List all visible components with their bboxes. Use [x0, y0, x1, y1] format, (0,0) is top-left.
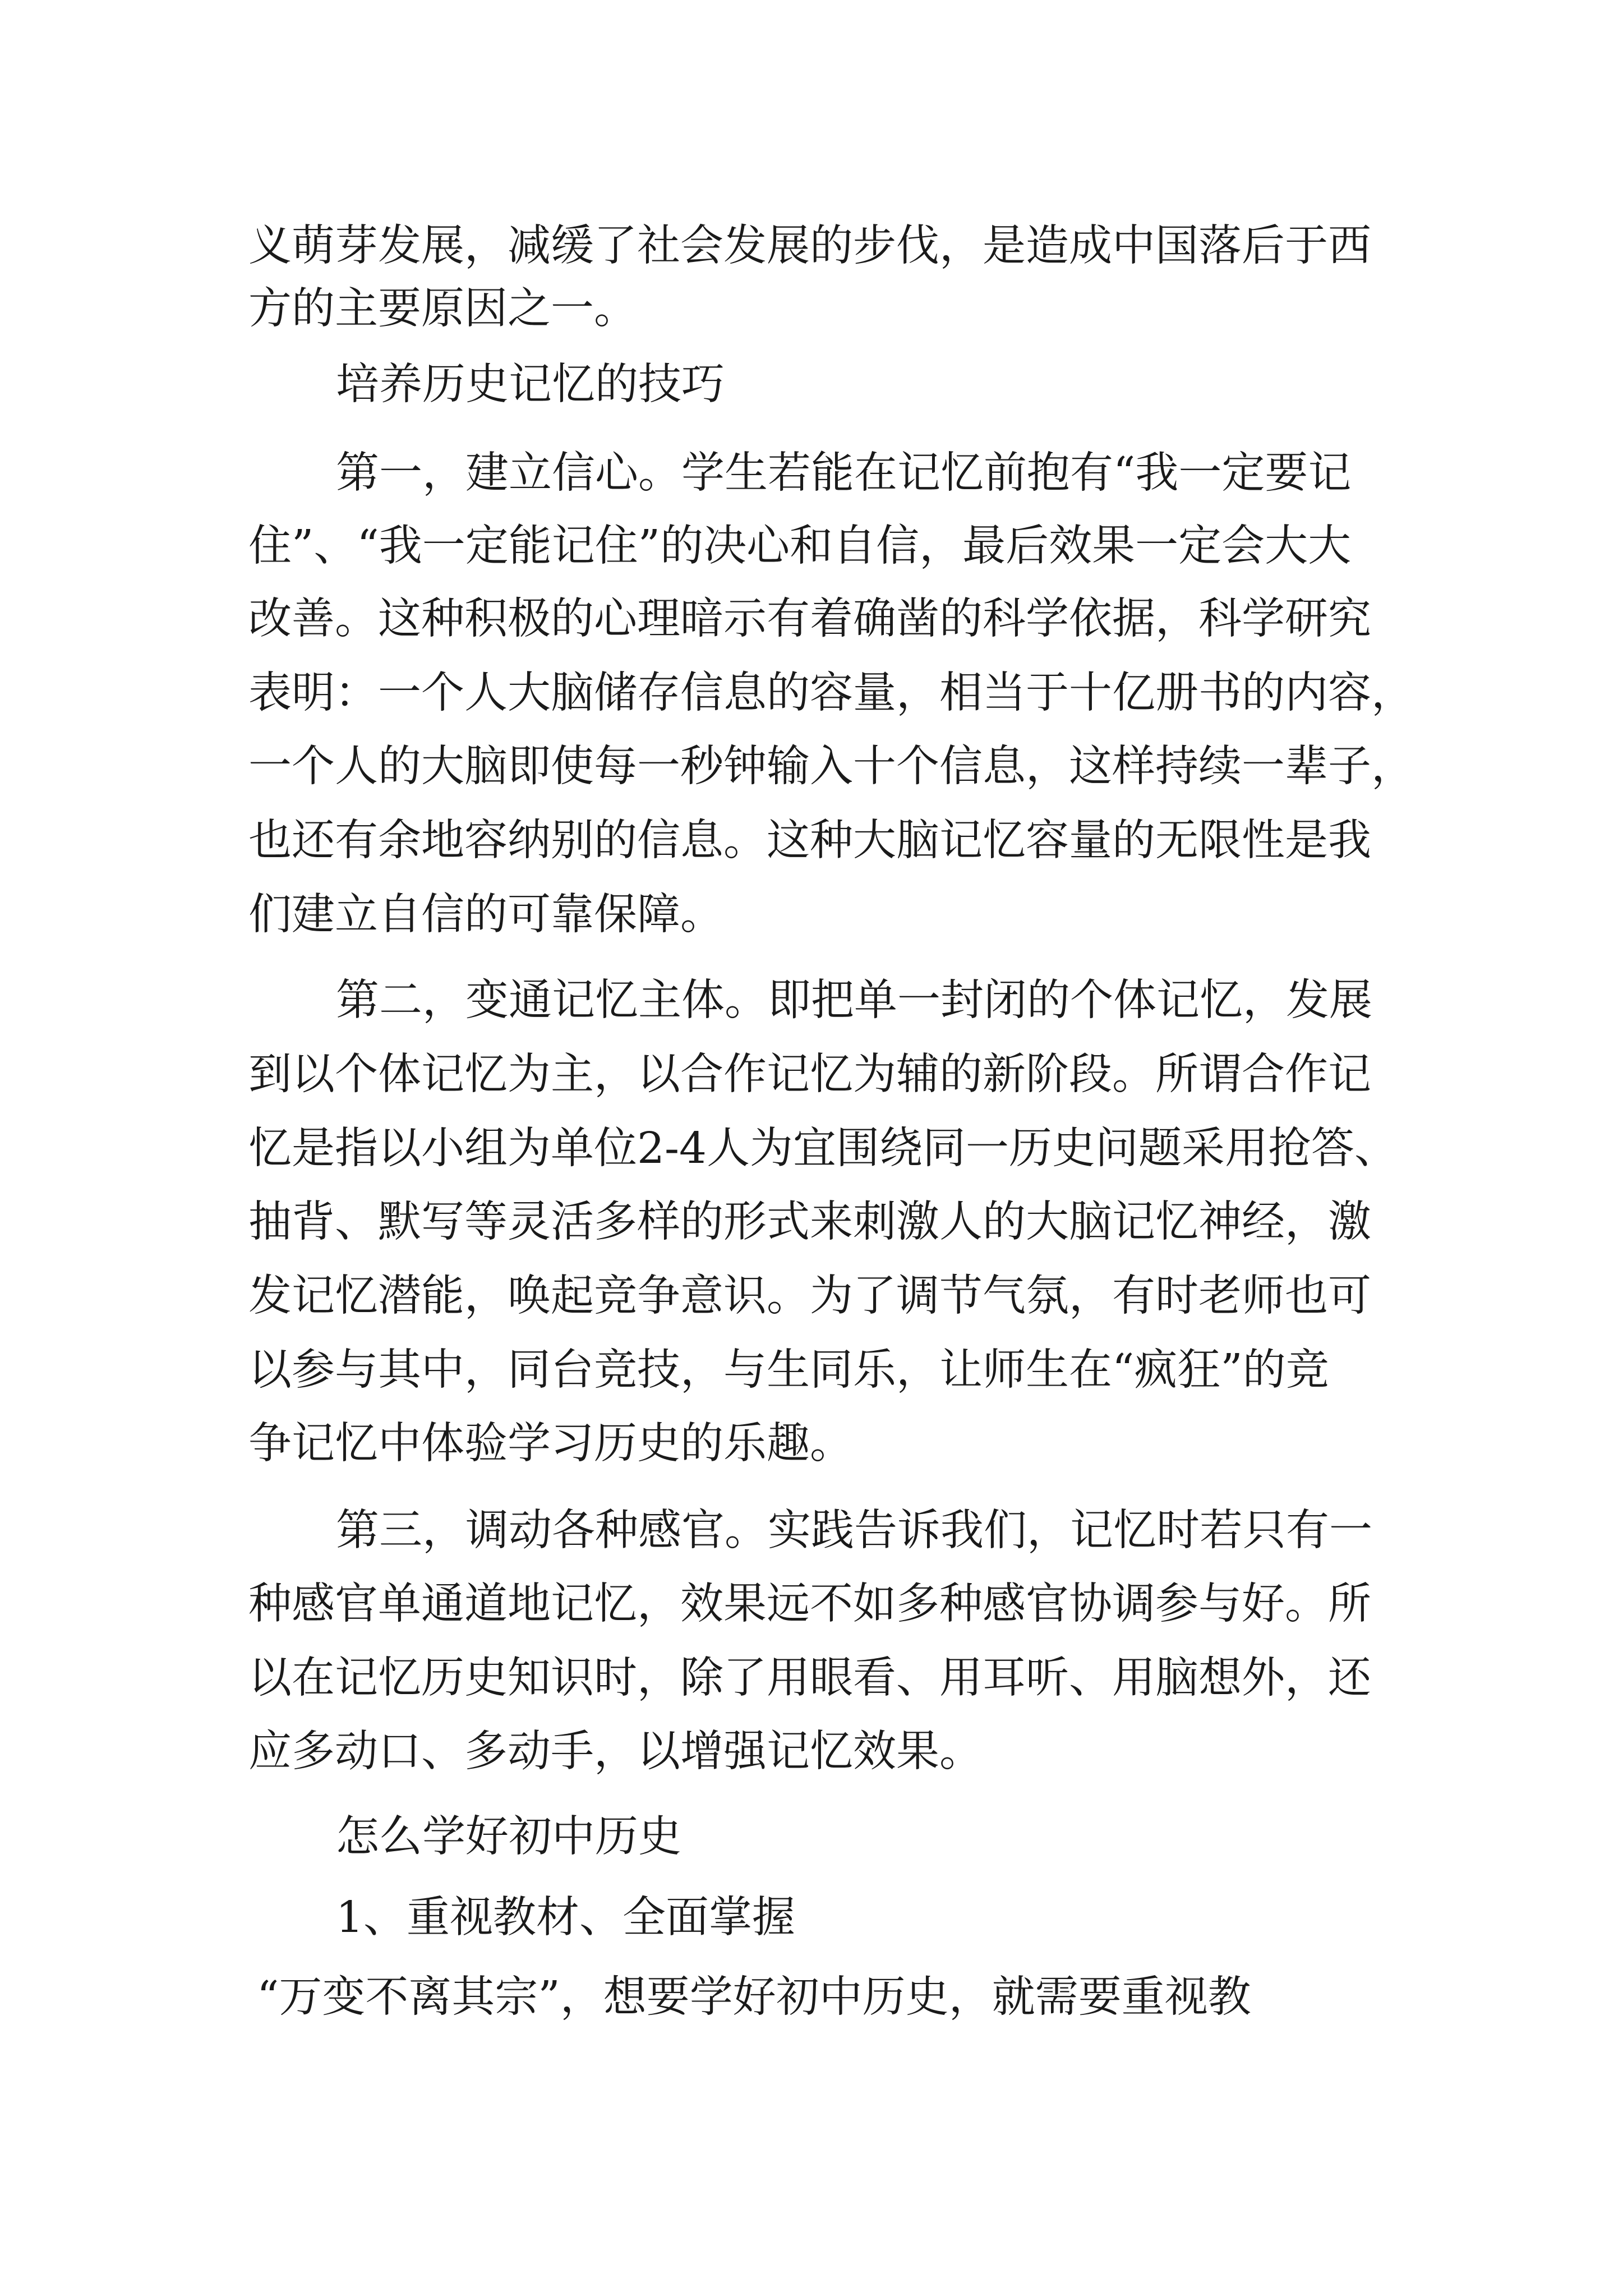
- section-heading: 怎么学好初中历史: [336, 1812, 681, 1862]
- paragraph-first-line: 第一，建立信心。学生若能在记忆前抱有“我一定要记: [336, 448, 1352, 498]
- text-line: 以在记忆历史知识时，除了用眼看、用耳听、用脑想外，还: [248, 1653, 1371, 1703]
- text-line: 一个人的大脑即使每一秒钟输入十个信息，这样持续一辈子，: [248, 742, 1414, 792]
- text-line: 以参与其中，同台竞技，与生同乐，让师生在“疯狂”的竞: [248, 1345, 1329, 1395]
- text-line: 方的主要原因之一。: [248, 284, 637, 334]
- text-line: 也还有余地容纳别的信息。这种大脑记忆容量的无限性是我: [248, 816, 1371, 866]
- text-line: 忆是指以小组为单位2-4人为宜围绕同一历史问题采用抢答、: [248, 1124, 1398, 1174]
- text-line: 表明：一个人大脑储存信息的容量，相当于十亿册书的内容，: [248, 668, 1414, 718]
- section-heading: 培养历史记忆的技巧: [336, 360, 725, 409]
- subsection-heading: 1、重视教材、全面掌握: [336, 1893, 795, 1943]
- paragraph-first-line: 第二，变通记忆主体。即把单一封闭的个体记忆，发展: [336, 976, 1372, 1025]
- text-line: 种感官单通道地记忆，效果远不如多种感官协调参与好。所: [248, 1579, 1371, 1629]
- text-line: 到以个体记忆为主，以合作记忆为辅的新阶段。所谓合作记: [248, 1050, 1371, 1099]
- text-line: 争记忆中体验学习历史的乐趣。: [248, 1419, 853, 1469]
- text-line: 发记忆潜能，唤起竞争意识。为了调节气氛，有时老师也可: [248, 1271, 1371, 1321]
- paragraph-first-line: “万变不离其宗”，想要学好初中历史，就需要重视教: [257, 1972, 1251, 2022]
- text-line: 住”、“我一定能记住”的决心和自信，最后效果一定会大大: [248, 521, 1352, 571]
- paragraph-first-line: 第三，调动各种感官。实践告诉我们，记忆时若只有一: [336, 1506, 1372, 1556]
- text-line: 应多动口、多动手，以增强记忆效果。: [248, 1727, 983, 1777]
- text-line: 们建立自信的可靠保障。: [248, 890, 723, 940]
- text-line: 抽背、默写等灵活多样的形式来刺激人的大脑记忆神经，激: [248, 1197, 1371, 1247]
- text-line: 改善。这种积极的心理暗示有着确凿的科学依据，科学研究: [248, 594, 1371, 644]
- text-line: 义萌芽发展，减缓了社会发展的步伐，是造成中国落后于西: [248, 221, 1371, 271]
